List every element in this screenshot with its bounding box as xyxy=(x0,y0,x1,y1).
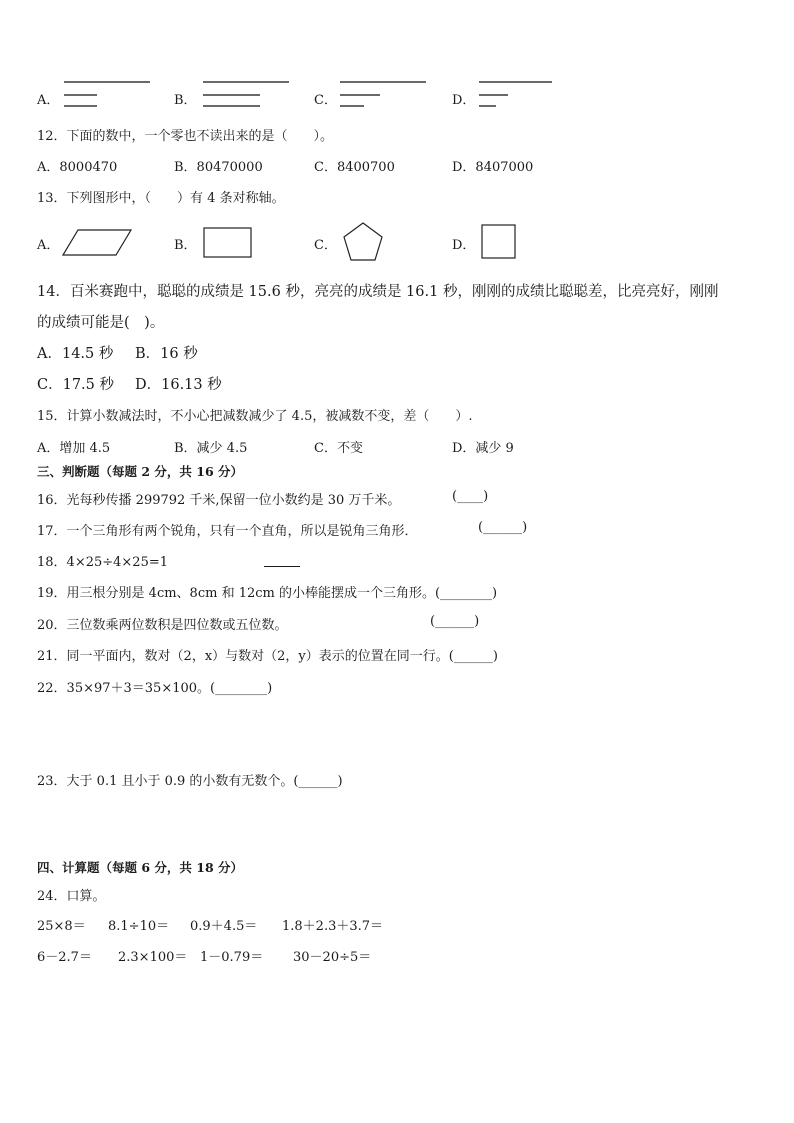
section4-heading: 四、计算题（每题 6 分，共 18 分） xyxy=(37,860,244,875)
q12-option-a: A．8000470 xyxy=(37,160,118,175)
q18-text: 18．4×25÷4×25=1 xyxy=(37,555,169,570)
q12-option-c: C．8400700 xyxy=(314,160,395,175)
bar xyxy=(203,105,260,107)
q16-text: 16．光每秒传播 299792 千米,保留一位小数约是 30 万千米。 xyxy=(37,493,401,508)
q15-option-c: C．不变 xyxy=(314,441,363,456)
q11-option-c-label: C． xyxy=(314,93,337,108)
q12-stem: 12．下面的数中，一个零也不读出来的是（ ）。 xyxy=(37,129,334,144)
q11-option-b-label: B． xyxy=(174,93,197,108)
q13-option-c-label: C． xyxy=(314,238,337,253)
q11-option-d-label: D． xyxy=(452,93,476,108)
mental-math-item: 2.3×100＝ xyxy=(118,950,188,965)
q18-answer-blank[interactable] xyxy=(264,551,300,567)
q13-option-a-label: A． xyxy=(37,238,60,253)
bar xyxy=(479,94,508,96)
q17-answer-bracket[interactable]: (______) xyxy=(478,520,528,535)
q12-option-d: D．8407000 xyxy=(452,160,534,175)
rectangle-icon xyxy=(203,227,253,259)
q15-option-b: B．减少 4.5 xyxy=(174,441,248,456)
mental-math-item: 6－2.7＝ xyxy=(37,950,92,965)
q14-stem-line2: 的成绩可能是( )。 xyxy=(37,315,165,331)
q19-text: 19．用三根分别是 4cm、8cm 和 12cm 的小棒能摆成一个三角形。(________) xyxy=(37,586,498,601)
mental-math-item: 0.9＋4.5＝ xyxy=(190,919,258,934)
bar xyxy=(64,105,97,107)
q11-option-a-label: A． xyxy=(37,93,60,108)
bar xyxy=(340,94,380,96)
bar xyxy=(479,81,552,83)
section3-heading: 三、判断题（每题 2 分，共 16 分） xyxy=(37,464,244,479)
q20-answer-bracket[interactable]: (______) xyxy=(430,614,480,629)
bar xyxy=(203,81,289,83)
q23-text: 23．大于 0.1 且小于 0.9 的小数有无数个。(______) xyxy=(37,774,343,789)
bar xyxy=(64,94,97,96)
q13-option-d-label: D． xyxy=(452,238,476,253)
parallelogram-icon xyxy=(62,228,134,258)
q24-stem: 24．口算。 xyxy=(37,889,106,904)
q14-option-a: A．14.5 秒 xyxy=(37,346,114,362)
q13-option-b-label: B． xyxy=(174,238,197,253)
bar xyxy=(479,105,496,107)
q14-option-c: C．17.5 秒 xyxy=(37,377,114,393)
q14-option-d: D．16.13 秒 xyxy=(135,377,222,393)
bar xyxy=(340,81,426,83)
q15-option-d: D．减少 9 xyxy=(452,441,514,456)
mental-math-item: 1.8＋2.3＋3.7＝ xyxy=(282,919,384,934)
mental-math-item: 8.1÷10＝ xyxy=(108,919,170,934)
q16-answer-bracket[interactable]: (____) xyxy=(452,489,489,504)
mental-math-item: 30－20÷5＝ xyxy=(293,950,372,965)
q14-option-b: B．16 秒 xyxy=(135,346,198,362)
mental-math-item: 25×8＝ xyxy=(37,919,86,934)
bar xyxy=(340,105,364,107)
q15-option-a: A．增加 4.5 xyxy=(37,441,111,456)
q20-text: 20．三位数乘两位数积是四位数或五位数。 xyxy=(37,618,288,633)
mental-math-item: 1－0.79＝ xyxy=(200,950,264,965)
q14-stem-line1: 14．百米赛跑中，聪聪的成绩是 15.6 秒，亮亮的成绩是 16.1 秒，刚刚的成绩比聪聪差，比亮亮好，刚刚 xyxy=(37,284,719,300)
square-icon xyxy=(481,224,517,260)
q13-stem: 13．下列图形中，（ ）有 4 条对称轴。 xyxy=(37,191,285,206)
q15-stem: 15．计算小数减法时，不小心把减数减少了 4.5，被减数不变，差（ ）. xyxy=(37,409,473,424)
q12-option-b: B．80470000 xyxy=(174,160,263,175)
pentagon-icon xyxy=(341,221,385,263)
q22-text: 22．35×97＋3＝35×100。(________) xyxy=(37,681,273,696)
q21-text: 21．同一平面内，数对（2，x）与数对（2，y）表示的位置在同一行。(______) xyxy=(37,649,498,664)
q17-text: 17．一个三角形有两个锐角，只有一个直角，所以是锐角三角形． xyxy=(37,524,418,539)
bar xyxy=(203,94,260,96)
bar xyxy=(64,81,150,83)
